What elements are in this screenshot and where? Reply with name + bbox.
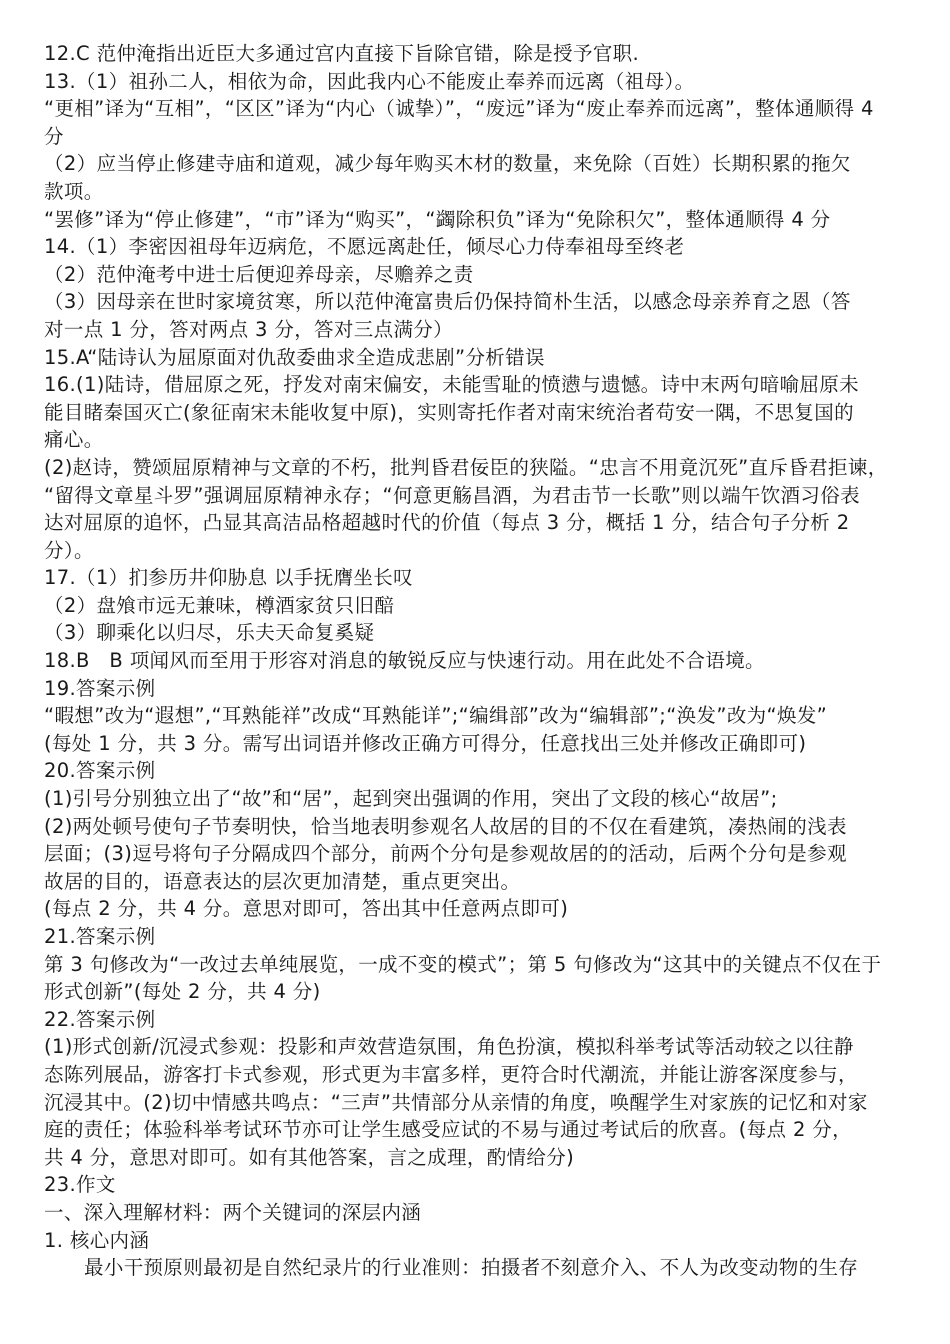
text-line: 14.（1）李密因祖母年迈病危，不愿远离赴任，倾尽心力侍奉祖母至终老	[44, 235, 685, 259]
text-line: “暇想”改为“遐想”,“耳熟能祥”改成“耳熟能详”;“编缉部”改为“编辑部”;“涣发”改为“焕发”	[44, 704, 828, 728]
text-line: 23.作文	[44, 1173, 116, 1197]
text-line: 22.答案示例	[44, 1007, 156, 1031]
text-line: 16.(1)陆诗，借屈原之死，抒发对南宋偏安，未能雪耻的愤懑与遗憾。诗中末两句暗喻屈原未	[44, 373, 860, 397]
text-line: (2)两处顿号使句子节奏明快，恰当地表明参观名人故居的目的不仅在看建筑，凑热闹的浅表	[44, 814, 847, 838]
text-line: 庭的责任；体验科举考试环节亦可让学生感受应试的不易与通过考试后的欣喜。(每点 2 分，	[44, 1118, 852, 1142]
text-line: 20.答案示例	[44, 759, 156, 783]
text-line: 15.A“陆诗认为屈原面对仇敌委曲求全造成悲剧”分析错误	[44, 345, 545, 369]
text-line: （3）因母亲在世时家境贫寒，所以范仲淹富贵后仍保持简朴生活，以感念母亲养育之恩（答	[44, 290, 851, 314]
text-line: 故居的目的，语意表达的层次更加清楚，重点更突出。	[44, 869, 521, 893]
text-line: 21.答案示例	[44, 925, 156, 948]
text-line: 能目睹秦国灭亡(象征南宋未能收复中原)，实则寄托作者对南宋统治者苟安一隅，不思复国的	[44, 400, 854, 424]
text-line: 对一点 1 分，答对两点 3 分，答对三点满分）	[44, 317, 454, 341]
text-line: (每处 1 分，共 3 分。需写出词语并修改正确方可得分，任意找出三处并修改正确即可)	[44, 731, 807, 755]
text-line: 18.B B 项闻风而至用于形容对消息的敏锐反应与快速行动。用在此处不合语境。	[44, 649, 765, 673]
text-line: （2）应当停止修建寺庙和道观，减少每年购买木材的数量，来免除（百姓）长期积累的拖欠	[44, 152, 851, 176]
text-line: 一、深入理解材料：两个关键词的深层内涵	[44, 1200, 422, 1224]
text-line: 层面；(3)逗号将句子分隔成四个部分，前两个分句是参观故居的的活动，后两个分句是参观	[44, 842, 847, 866]
text-line: 沉浸其中。(2)切中情感共鸣点：“三声”共情部分从亲情的角度，唤醒学生对家族的记忆和对家	[44, 1090, 868, 1114]
text-line: 分	[44, 124, 64, 148]
text-line: (1)形式创新/沉浸式参观：投影和声效营造氛围，角色扮演，模拟科举考试等活动较之以往静	[44, 1035, 854, 1059]
text-line: 最小干预原则最初是自然纪录片的行业准则：拍摄者不刻意介入、不人为改变动物的生存	[84, 1256, 859, 1280]
text-line: 第 3 句修改为“一改过去单纯展览，一成不变的模式”；第 5 句修改为“这其中的关键点不仅在于	[44, 952, 882, 976]
text-line: “留得文章星斗罗”强调屈原精神永存；“何意更觞昌酒，为君击节一长歌”则以端午饮酒习俗表	[44, 483, 860, 507]
text-line: 13.（1）祖孙二人，相依为命，因此我内心不能废止奉养而远离（祖母）。	[44, 69, 695, 93]
text-line: 共 4 分，意思对即可。如有其他答案，言之成理，酌情给分)	[44, 1145, 575, 1169]
text-line: (1)引号分别独立出了“故”和“居”，起到突出强调的作用，突出了文段的核心“故居”;	[44, 787, 778, 811]
text-line: 分）。	[44, 538, 94, 562]
text-line: （2）盘飧市远无兼味，樽酒家贫只旧醅	[44, 593, 395, 617]
text-line: 19.答案示例	[44, 676, 156, 700]
text-line: 1. 核心内涵	[44, 1228, 150, 1252]
text-line: 12.C 范仲淹指出近臣大多通过宫内直接下旨除官错，除是授予官职.	[44, 42, 640, 65]
text-line: 态陈列展品，游客打卡式参观，形式更为丰富多样，更符合时代潮流，并能让游客深度参与，	[44, 1062, 858, 1086]
text-line: (每点 2 分，共 4 分。意思对即可，答出其中任意两点即可)	[44, 897, 569, 921]
text-line: 痛心。	[44, 428, 104, 452]
text-line: “罢修”译为“停止修建”，“市”译为“购买”，“蠲除积负”译为“免除积欠”，整体通顺得 4 分	[44, 207, 831, 231]
text-line: 17.（1）扪参历井仰胁息 以手抚膺坐长叹	[44, 566, 413, 590]
text-line: 款项。	[44, 179, 104, 203]
text-line: “更相”译为“互相”，“区区”译为“内心（诚挚）”，“废远”译为“废止奉养而远离”，整体通顺得 4	[44, 97, 874, 121]
text-line: 形式创新”(每处 2 分，共 4 分)	[44, 980, 321, 1004]
text-line: (2)赵诗，赞颂屈原精神与文章的不朽，批判昏君佞臣的狭隘。“忠言不用竟沉死”直斥昏君拒谏，	[44, 455, 888, 479]
text-line: （3）聊乘化以归尽，乐夫天命复奚疑	[44, 621, 375, 645]
text-line: 达对屈原的追怀，凸显其高洁品格超越时代的价值（每点 3 分，概括 1 分，结合句子分析 2	[44, 511, 850, 535]
text-line: （2）范仲淹考中进士后便迎养母亲，尽赡养之责	[44, 262, 474, 286]
